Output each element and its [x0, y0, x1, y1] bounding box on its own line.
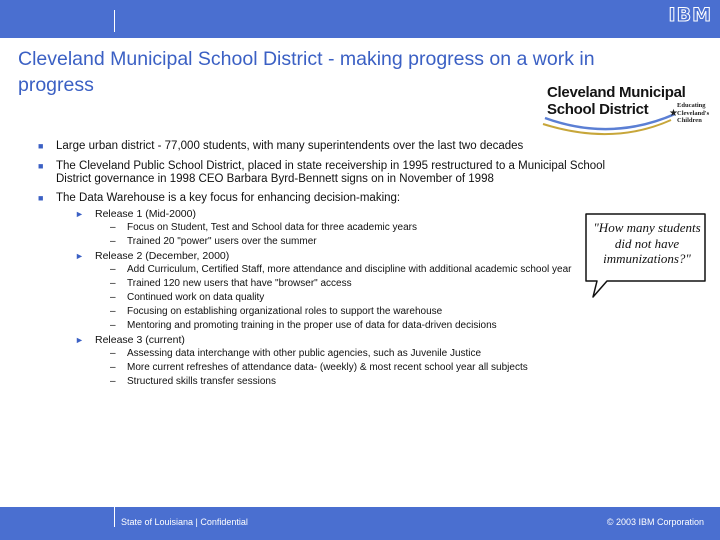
- sub-item: [38, 347, 628, 361]
- release-item: [38, 207, 628, 221]
- release-item: [38, 249, 628, 263]
- sub-item-text: Trained 20 "power" users over the summer: [127, 236, 317, 247]
- footer-bar: [0, 507, 720, 540]
- sub-item: [38, 263, 628, 277]
- dash-bullet-icon: –: [110, 236, 116, 247]
- sub-item-text: Trained 120 new users that have "browser" access: [127, 278, 352, 289]
- sub-item-text: Structured skills transfer sessions: [127, 376, 276, 387]
- header-bar: [0, 0, 720, 38]
- logo-tag-3: Children: [677, 117, 702, 124]
- bullet: [38, 160, 628, 186]
- header-divider: [114, 10, 115, 32]
- release-item: [38, 333, 628, 347]
- sub-item-text: More current refreshes of attendance data- (weekly) & most recent school year all subjects: [127, 362, 528, 373]
- sub-item: [38, 305, 628, 319]
- release-title: Release 3 (current): [95, 334, 185, 346]
- sub-item-text: Focusing on establishing organizational roles to support the warehouse: [127, 306, 443, 317]
- footer-copyright: © 2003 IBM Corporation: [606, 517, 704, 527]
- arrow-bullet-icon: ►: [75, 335, 84, 345]
- square-bullet-icon: ■: [38, 141, 44, 151]
- dash-bullet-icon: –: [110, 292, 116, 303]
- logo-line-1: Cleveland Municipal: [547, 84, 686, 101]
- footer-divider: [114, 507, 115, 527]
- arrow-bullet-icon: ►: [75, 251, 84, 261]
- sub-item-text: Focus on Student, Test and School data for three academic years: [127, 222, 417, 233]
- sub-item: [38, 277, 628, 291]
- bullet-text: The Data Warehouse is a key focus for enhancing decision-making:: [56, 192, 401, 204]
- dash-bullet-icon: –: [110, 278, 116, 289]
- dash-bullet-icon: –: [110, 264, 116, 275]
- sub-item: [38, 221, 628, 235]
- dash-bullet-icon: –: [110, 362, 116, 373]
- sub-item: [38, 375, 628, 389]
- slide-title: Cleveland Municipal School District - making progress on a work in progress: [18, 48, 595, 96]
- sub-item: [38, 235, 628, 249]
- dash-bullet-icon: –: [110, 376, 116, 387]
- sub-item-text: Mentoring and promoting training in the proper use of data for data-driven decisions: [127, 320, 497, 331]
- bullet: [38, 140, 628, 153]
- sub-item-text: Assessing data interchange with other public agencies, such as Juvenile Justice: [127, 348, 482, 359]
- logo-tag-1: Educating: [677, 102, 706, 109]
- logo-tagline: [677, 102, 709, 125]
- dash-bullet-icon: –: [110, 348, 116, 359]
- sub-item-text: Continued work on data quality: [127, 292, 265, 303]
- sub-item-text: Add Curriculum, Certified Staff, more attendance and discipline with additional academic school year: [127, 264, 572, 275]
- sub-item: [38, 319, 628, 333]
- dash-bullet-icon: –: [110, 222, 116, 233]
- quote-text: "How many students did not have immunizations?": [593, 220, 701, 266]
- release-title: Release 2 (December, 2000): [95, 250, 230, 262]
- bullet-text: Large urban district - 77,000 students, with many superintendents over the last two decades: [56, 140, 524, 152]
- logo-line-2: School District: [547, 101, 649, 118]
- star-icon: ★: [669, 108, 678, 119]
- release-title: Release 1 (Mid-2000): [95, 208, 196, 220]
- slide-content: [38, 140, 628, 389]
- square-bullet-icon: ■: [38, 193, 44, 203]
- dash-bullet-icon: –: [110, 306, 116, 317]
- ibm-logo: IBM: [668, 4, 712, 26]
- arrow-bullet-icon: ►: [75, 209, 84, 219]
- bullet-text: The Cleveland Public School District, placed in state receivership in 1995 restructured to a Municipal School District governance in 1998 CEO Barbara Byrd-Bennett signs on in November of 1998: [56, 160, 606, 185]
- logo-tag-2: Cleveland's: [677, 109, 710, 117]
- bullet: [38, 192, 628, 205]
- sub-item: [38, 291, 628, 305]
- square-bullet-icon: ■: [38, 161, 44, 171]
- quote-callout: [583, 211, 709, 301]
- logo-wordmark: [547, 84, 686, 118]
- footer-confidential: State of Louisiana | Confidential: [121, 517, 248, 527]
- district-logo: [541, 80, 719, 136]
- dash-bullet-icon: –: [110, 320, 116, 331]
- sub-item: [38, 361, 628, 375]
